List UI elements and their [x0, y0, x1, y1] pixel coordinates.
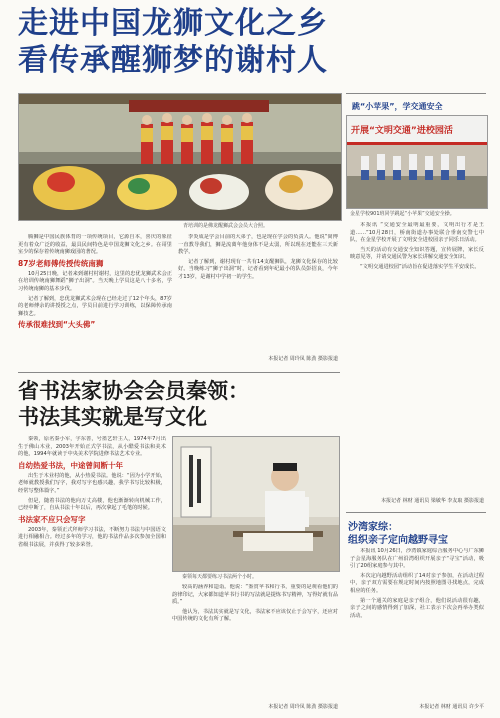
- article1-subheading: 87岁老师傅传授传统南狮: [18, 258, 104, 268]
- article1-paragraph: 腾狮是中国民族体育的一项传统项目，它源自本，喜庆的象征更有着众广泛的收益，最具民间特色是中国龙狮文化之乡。在哥里室少的保存着传统南狮戏园的著况。: [18, 234, 172, 256]
- sidebar2-title-line1: 沙湾家综：: [348, 522, 398, 533]
- sidebar1-top-rule: [346, 93, 486, 94]
- sidebar1-paragraph: “文明交通进校园”活动旨在促进落实学生平安成长。: [360, 263, 480, 270]
- article1-paragraph: 记者了解到，忠优龙狮武术会现在已经走过了12个年头，87岁的老师傅余的讲授授之点，学员目前进行学习训练，以保障传承南狮技艺。: [18, 295, 172, 317]
- sidebar2-body: [350, 548, 484, 698]
- sidebar2-title-line2: 组织亲子定向越野寻宝: [348, 535, 448, 546]
- section-divider: [18, 372, 340, 373]
- article2-column2: [172, 584, 338, 700]
- sidebar1-banner: 开展“文明交通”进校园活: [351, 126, 453, 136]
- article2-byline: 本报记者 周玲凤 陈劲 摄影报道: [268, 704, 338, 710]
- article1-paragraph: 李炎成是学会目前的大弟子，也是现在学会的负责人。他说“简博一直教导我们，狮是流离年他身体不是太弱，所以现在还能在三天新教学。: [178, 234, 338, 256]
- calligrapher-illustration: [173, 437, 339, 571]
- article2-column1: [18, 436, 166, 702]
- article2-paragraph: 较高的涵养和造诣。他说：“鉴赏苹书和行书，重要的是观看他们的韵律印记，大家都知道苹书行书的写法就是提炼书写精神，写得好就有品质。”: [172, 584, 338, 606]
- article1-column1: [18, 234, 172, 370]
- article2-paragraph: 出生于木业村的他，从小热爱书法。他说：“因为小学开始，老师就教授我们写字，我对写字也感兴趣，我学书写比较积极，经常写整体篇字。”: [18, 472, 166, 494]
- calligraphy-headline-line1: 省书法家协会会员秦领：: [18, 379, 249, 403]
- article1-byline: 本报记者 周玲凤 陈劲 摄影报道: [268, 356, 338, 362]
- article1-paragraph: 记者了解到，谢村现有一共有14支醒狮队，龙狮文化保存的比较好。当晚练习“狮子出洞”时，记者看到年纪最小的队员彭招良，今年才13岁，是谢村中学初一的学生。: [178, 258, 338, 280]
- sidebar1-paragraph: 当天的活动有交通安全知识答题，宣传展牌，家长反映意见等，并请交通民警为家长讲解交通安全知识。: [350, 246, 484, 261]
- article1-subheading: 传承很难找到“大头佛”: [18, 320, 96, 330]
- sidebar1-title: 跳“小苹果”，学交通安全: [352, 102, 443, 111]
- sidebar1-body: [350, 222, 484, 494]
- calligraphy-headline-line2: 书法其实就是写文化: [18, 405, 207, 429]
- main-headline-line1: 走进中国龙狮文化之乡: [18, 6, 328, 41]
- sidebar2-paragraph: 本报讯 10月26日，沙湾镇家庭综合服务中心与广东狮子会星海服务队在广州沿湾组织开展亲子“寻宝”活动，吸引了20组家庭参与其中。: [350, 548, 484, 570]
- sidebar2-top-rule: [346, 512, 486, 513]
- article1-column2: [178, 234, 338, 352]
- calligrapher-photo-caption: 秦领每天都要练习书法两个小时。: [182, 574, 258, 580]
- sidebar1-paragraph: 本报讯 “交通安全最明最重要，文明出行才是王道……”10月28日，桥南街道办事处联合垂南交警七中队，在金星学校开展了文明安全进校园亲子同乐日活动。: [350, 222, 484, 244]
- article2-subheading: 自幼热爱书法，中途曾间断十年: [18, 460, 123, 470]
- sidebar2-paragraph: 本次定向越野活动组织了14对亲子参加，在活动过程中，亲子双方需要在规定时间内按照地图寻找地点，完成相应的任务。: [350, 572, 484, 594]
- traffic-safety-photo: [346, 115, 488, 209]
- article2-paragraph: 但是，随着书法的他向万丈高楼，他也渐渐转向机械工作，已经中断了，自从书法十年以后，再次拿起了毛笔的时候。: [18, 497, 166, 512]
- sidebar2-byline: 本报记者 林财 通讯员 许少平: [419, 704, 484, 710]
- article2-paragraph: 2003年，秦领正式拜师学习书法，不断努力书法与中国语文进行相融相合。经过多年的学习，他的书法作品多次参加全国和省级书法展，并获得了较多荣誉。: [18, 526, 166, 548]
- article2-paragraph: 秦领，原名秦小军，字东善，号墨艺轩主人，1974年7月出生于佛山木业，2003年开始正式学书法，从小酷爱书法和美术的他，1994年就读于中央美术学院进修书法艺术专业。: [18, 436, 166, 458]
- article2-paragraph: 他认为，书法其实就是写文化，书法家不应该仅止于会写字，还应对中国传统的文化有所了解。: [172, 608, 338, 623]
- lion-dance-photo: [18, 93, 342, 221]
- sidebar1-photo-caption: 金星学校901班同学跳起“小苹果”交通安全操。: [350, 211, 455, 217]
- sidebar2-paragraph: 第一个通关的家庭是亲子组合，他们说活动很有趣，亲子之间的感情得到了加深，社工表示下次会再举办类似活动。: [350, 597, 484, 619]
- article1-paragraph: 10月25日晚，记者来到谢村村谢村，这里的忠优龙狮武术会正在培训传统南狮舞蹈“狮子出洞”。当天晚上学员这是八十多名，学习传统南狮的基本步伐。: [18, 270, 172, 292]
- main-headline-line2: 看传承醒狮梦的谢村人: [18, 43, 328, 78]
- calligrapher-photo: [172, 436, 340, 572]
- lion-photo-caption: 青培训的是佛龙醒狮武会会员大合照。: [183, 223, 269, 229]
- lion-dance-illustration: [19, 94, 341, 220]
- article2-subheading: 书法家不应只会写字: [18, 514, 86, 524]
- sidebar1-byline: 本报记者 林财 通讯员 梁敏华 李友取 摄影报道: [381, 498, 484, 504]
